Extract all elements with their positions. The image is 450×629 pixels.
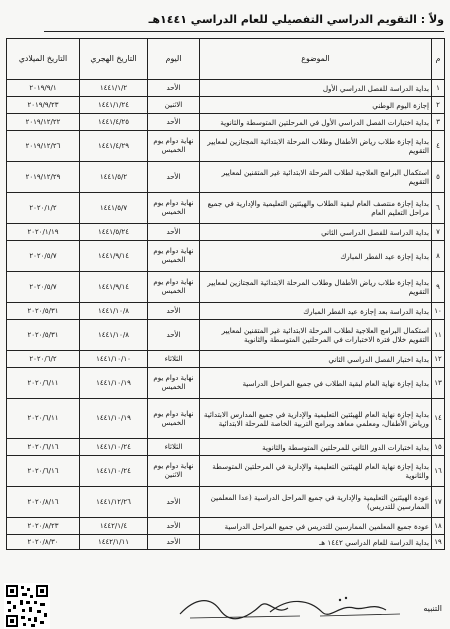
table-row	[7, 80, 445, 97]
row-number: ١	[432, 80, 445, 97]
table-row	[7, 114, 445, 131]
row-number: ٥	[432, 162, 445, 193]
row-number: ٨	[432, 241, 445, 272]
row-day: نهاية دوام يوم الخميس	[148, 131, 200, 162]
table-row	[7, 131, 445, 162]
row-day: نهاية دوام يوم الخميس	[148, 368, 200, 399]
row-gregorian-date: ٢٠٢٠/٥/٣١	[7, 320, 80, 351]
row-number: ١٥	[432, 439, 445, 456]
row-hijri-date: ١٤٤١/١/٢٤	[80, 97, 148, 114]
table-row	[7, 439, 445, 456]
row-day: الثلاثاء	[148, 439, 200, 456]
row-subject: عودة جميع المعلمين الممارسين للتدريس في جميع المراحل الدراسية	[200, 518, 432, 535]
row-day: الأحد	[148, 162, 200, 193]
table-row	[7, 320, 445, 351]
qr-code-icon	[4, 583, 50, 629]
row-day: نهاية دوام يوم الخميس	[148, 241, 200, 272]
row-number: ٧	[432, 224, 445, 241]
row-day: الاثنين	[148, 97, 200, 114]
signature-image	[150, 586, 450, 626]
row-day: الثلاثاء	[148, 351, 200, 368]
row-number: ٦	[432, 193, 445, 224]
row-day: الأحد	[148, 224, 200, 241]
row-day: نهاية دوام يوم الاثنين	[148, 456, 200, 487]
header-subject: الموضوع	[200, 39, 432, 80]
row-subject: بداية اختبارات الفصل الدراسي الأول في المرحلتين المتوسطة والثانوية	[200, 114, 432, 131]
row-gregorian-date: ٢٠٢٠/٦/٢	[7, 351, 80, 368]
table-row	[7, 487, 445, 518]
row-day: الأحد	[148, 518, 200, 535]
row-hijri-date: ١٤٤١/١٠/٢٤	[80, 439, 148, 456]
row-gregorian-date: ٢٠٢٠/٨/١٦	[7, 487, 80, 518]
table-row	[7, 97, 445, 114]
row-number: ١٩	[432, 535, 445, 550]
row-subject: بداية إجازة نهاية العام لبقية الطلاب في جميع المراحل الدراسية	[200, 368, 432, 399]
row-number: ١٢	[432, 351, 445, 368]
table-row	[7, 399, 445, 439]
row-number: ٣	[432, 114, 445, 131]
table-header-row	[7, 39, 445, 80]
row-hijri-date: ١٤٤١/١٠/٢٤	[80, 456, 148, 487]
row-subject: بداية اختبار الفصل الدراسي الثاني	[200, 351, 432, 368]
row-gregorian-date: ٢٠١٩/٩/١	[7, 80, 80, 97]
table-row	[7, 162, 445, 193]
row-number: ١٧	[432, 487, 445, 518]
row-hijri-date: ١٤٤١/١٠/١٩	[80, 368, 148, 399]
table-row	[7, 193, 445, 224]
row-gregorian-date: ٢٠٢٠/٦/١٦	[7, 439, 80, 456]
row-subject: بداية الدراسة للفصل الدراسي الثاني	[200, 224, 432, 241]
table-row	[7, 241, 445, 272]
row-day: الأحد	[148, 320, 200, 351]
row-gregorian-date: ٢٠٢٠/٦/١١	[7, 399, 80, 439]
signature-label: التنبيه	[423, 604, 442, 613]
row-number: ١٣	[432, 368, 445, 399]
row-day: نهاية دوام يوم الخميس	[148, 272, 200, 303]
row-day: الأحد	[148, 80, 200, 97]
row-subject: استكمال البرامج العلاجية لطلاب المرحلة الابتدائية غير المتقنين لمعايير التقويم خلال فترة الاختبارات في المرحلتين المتوسطة والثانوية	[200, 320, 432, 351]
row-hijri-date: ١٤٤١/١٠/١٩	[80, 399, 148, 439]
header-hijri-date: التاريخ الهجري	[80, 39, 148, 80]
row-day: الأحد	[148, 303, 200, 320]
row-hijri-date: ١٤٤١/١٢/٢٦	[80, 487, 148, 518]
row-subject: بداية إجازة طلاب رياض الأطفال وطلاب المرحلة الابتدائية المجتازين لمعايير التقويم	[200, 272, 432, 303]
row-hijri-date: ١٤٤١/٩/١٤	[80, 241, 148, 272]
table-row	[7, 272, 445, 303]
row-gregorian-date: ٢٠٢٠/٥/٧	[7, 272, 80, 303]
row-gregorian-date: ٢٠٢٠/٥/٧	[7, 241, 80, 272]
row-hijri-date: ١٤٤١/١/٢	[80, 80, 148, 97]
row-day: نهاية دوام يوم الخميس	[148, 193, 200, 224]
row-number: ٢	[432, 97, 445, 114]
table-row	[7, 535, 445, 550]
row-gregorian-date: ٢٠١٩/١٢/٢٦	[7, 131, 80, 162]
row-number: ٩	[432, 272, 445, 303]
table-row	[7, 351, 445, 368]
row-hijri-date: ١٤٤١/٤/٢٩	[80, 131, 148, 162]
row-number: ١٤	[432, 399, 445, 439]
row-hijri-date: ١٤٤١/٥/٧	[80, 193, 148, 224]
row-gregorian-date: ٢٠١٩/١٢/٢٢	[7, 114, 80, 131]
table-row	[7, 456, 445, 487]
row-hijri-date: ١٤٤١/٩/١٤	[80, 272, 148, 303]
row-subject: بداية إجازة طلاب رياض الأطفال وطلاب المرحلة الابتدائية المجتازين لمعايير التقويم	[200, 131, 432, 162]
row-subject: بداية إجازة نهاية العام للهيئتين التعليمية والإدارية في المرحلتين المتوسطة والثانوية	[200, 456, 432, 487]
row-day: الأحد	[148, 114, 200, 131]
header-gregorian-date: التاريخ الميلادي	[7, 39, 80, 80]
header-number: م	[432, 39, 445, 80]
row-hijri-date: ١٤٤٢/١/٤	[80, 518, 148, 535]
table-row	[7, 368, 445, 399]
row-subject: بداية الدراسة للعام الدراسي ١٤٤٢ هـ	[200, 535, 432, 550]
row-gregorian-date: ٢٠٢٠/٦/١٦	[7, 456, 80, 487]
row-subject: بداية إجازة نهاية العام للهيئتين التعليمية والإدارية في جميع المدارس الابتدائية ورياض الأطفال، ومعلمي معاهد وبرامج التربية الخاصة للمرحلة الابتدائية	[200, 399, 432, 439]
row-hijri-date: ١٤٤٢/١/١١	[80, 535, 148, 550]
row-gregorian-date: ٢٠٢٠/٨/٢٣	[7, 518, 80, 535]
row-hijri-date: ١٤٤١/٤/٢٥	[80, 114, 148, 131]
row-gregorian-date: ٢٠٢٠/٥/٣١	[7, 303, 80, 320]
row-subject: إجازة اليوم الوطني	[200, 97, 432, 114]
row-number: ١٠	[432, 303, 445, 320]
table-row	[7, 224, 445, 241]
row-subject: بداية الدراسة بعد إجازة عيد الفطر المبارك	[200, 303, 432, 320]
row-gregorian-date: ٢٠٢٠/١/٢	[7, 193, 80, 224]
row-number: ١٦	[432, 456, 445, 487]
row-subject: بداية إجازة منتصف العام لبقية الطلاب والهيئتين التعليمية والإدارية في جميع مراحل التعليم العام	[200, 193, 432, 224]
row-day: الأحد	[148, 535, 200, 550]
row-subject: بداية اختبارات الدور الثاني للمرحلتين المتوسطة والثانوية	[200, 439, 432, 456]
row-number: ١٨	[432, 518, 445, 535]
row-gregorian-date: ٢٠٢٠/١/١٩	[7, 224, 80, 241]
row-number: ١١	[432, 320, 445, 351]
row-gregorian-date: ٢٠٢٠/٦/١١	[7, 368, 80, 399]
row-hijri-date: ١٤٤١/١٠/٨	[80, 303, 148, 320]
row-day: نهاية دوام يوم الخميس	[148, 399, 200, 439]
row-gregorian-date: ٢٠٢٠/٨/٣٠	[7, 535, 80, 550]
row-hijri-date: ١٤٤١/٥/٢	[80, 162, 148, 193]
academic-calendar-table	[6, 38, 445, 550]
table-row	[7, 518, 445, 535]
row-subject: عودة الهيئتين التعليمية والإدارية في جميع المراحل الدراسية (عدا المعلمين الممارسين للتدريس)	[200, 487, 432, 518]
row-gregorian-date: ٢٠١٩/١٢/٢٩	[7, 162, 80, 193]
row-number: ٤	[432, 131, 445, 162]
row-day: الأحد	[148, 487, 200, 518]
row-hijri-date: ١٤٤١/١٠/١٠	[80, 351, 148, 368]
row-hijri-date: ١٤٤١/١٠/٨	[80, 320, 148, 351]
header-day: اليوم	[148, 39, 200, 80]
row-subject: استكمال البرامج العلاجية لطلاب المرحلة الابتدائية غير المتقنين لمعايير التقويم	[200, 162, 432, 193]
row-subject: بداية الدراسة للفصل الدراسي الأول	[200, 80, 432, 97]
row-subject: بداية إجازة عيد الفطر المبارك	[200, 241, 432, 272]
table-row	[7, 303, 445, 320]
row-hijri-date: ١٤٤١/٥/٢٤	[80, 224, 148, 241]
row-gregorian-date: ٢٠١٩/٩/٢٣	[7, 97, 80, 114]
document-heading: ولاً : التقويم الدراسي التفصيلي للعام الدراسي ١٤٤١هـ	[44, 9, 444, 32]
